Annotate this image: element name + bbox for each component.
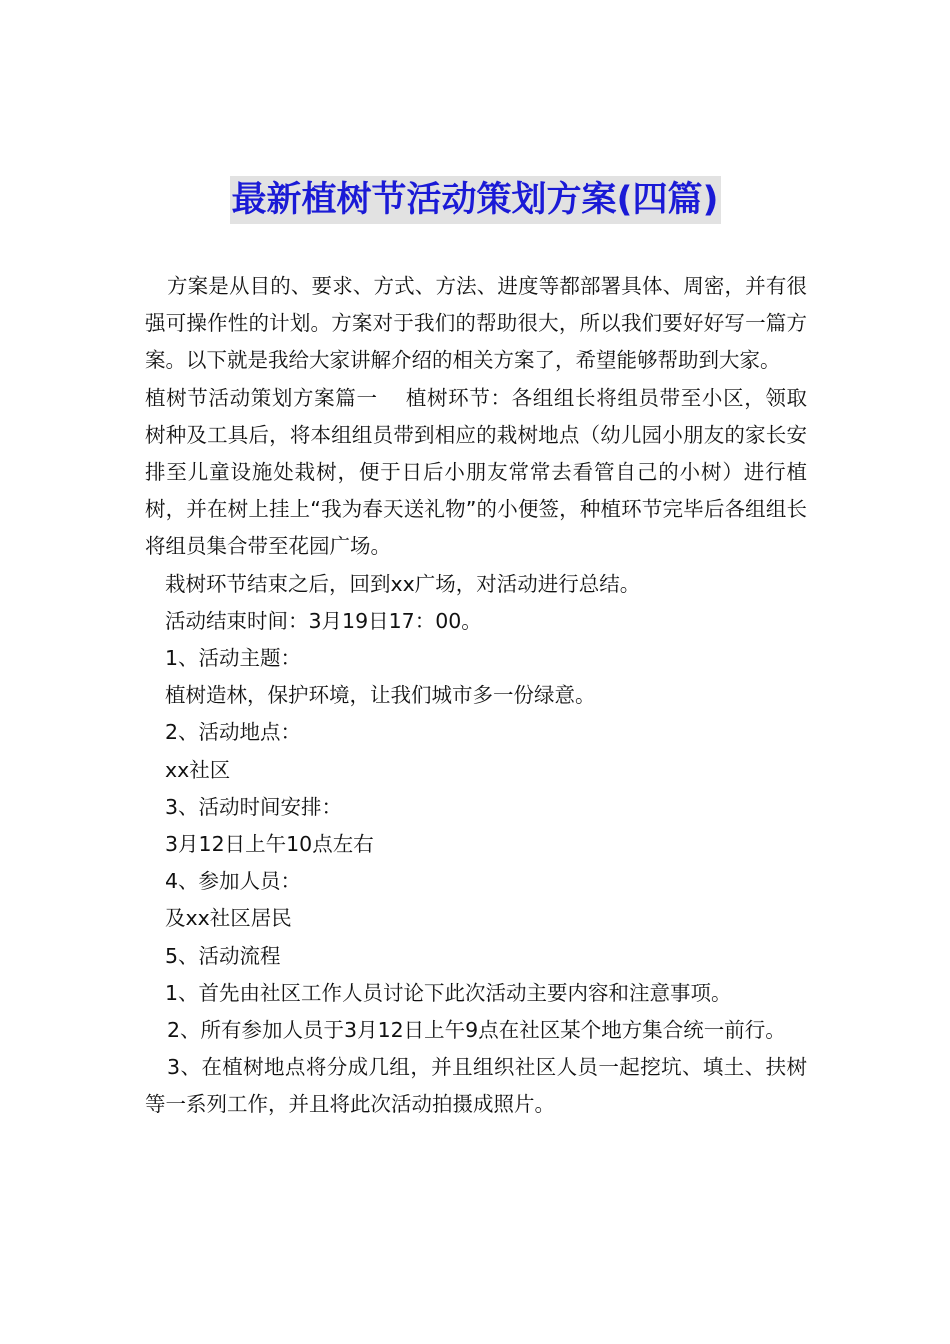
- process-step-1: 1、首先由社区工作人员讨论下此次活动主要内容和注意事项。: [165, 980, 732, 1005]
- document-title: 最新植树节活动策划方案(四篇): [230, 176, 721, 224]
- document-body: [145, 268, 807, 1124]
- summary-paragraph: 栽树环节结束之后，回到xx广场，对活动进行总结。: [165, 571, 641, 596]
- section-heading-location: 2、活动地点：: [165, 720, 302, 745]
- process-step-3: 3、在植树地点将分成几组，并且组织社区人员一起挖坑、填土、扶树等一系列工作，并且将此次活动拍摄成照片。: [145, 1055, 807, 1117]
- location-text: xx社区: [165, 757, 231, 782]
- section-heading-schedule: 3、活动时间安排：: [165, 794, 343, 819]
- end-time-paragraph: 活动结束时间：3月19日17：00。: [165, 608, 482, 633]
- theme-text: 植树造林，保护环境，让我们城市多一份绿意。: [165, 683, 596, 708]
- section-heading-participants: 4、参加人员：: [165, 869, 302, 894]
- section-heading-theme: 1、活动主题：: [165, 646, 302, 671]
- section-heading-process: 5、活动流程: [165, 943, 281, 968]
- plan-one-paragraph: 植树节活动策划方案篇一 植树环节：各组组长将组员带至小区，领取树种及工具后，将本组组员带到相应的栽树地点（幼儿园小朋友的家长安排至儿童设施处栽树，便于日后小朋友常常去看管自己的小树）进行植树，并在树上挂上“我为春天送礼物”的小便签，种植环节完毕后各组组长将组员集合带至花园广场。: [145, 385, 807, 559]
- participants-text: 及xx社区居民: [165, 906, 292, 931]
- process-step-2: 2、所有参加人员于3月12日上午9点在社区某个地方集合统一前行。: [167, 1018, 786, 1043]
- title-container: [0, 176, 950, 224]
- schedule-text: 3月12日上午10点左右: [165, 832, 374, 857]
- intro-paragraph: 方案是从目的、要求、方式、方法、进度等都部署具体、周密，并有很强可操作性的计划。方案对于我们的帮助很大，所以我们要好好写一篇方案。以下就是我给大家讲解介绍的相关方案了，希望能够帮助到大家。: [145, 274, 807, 373]
